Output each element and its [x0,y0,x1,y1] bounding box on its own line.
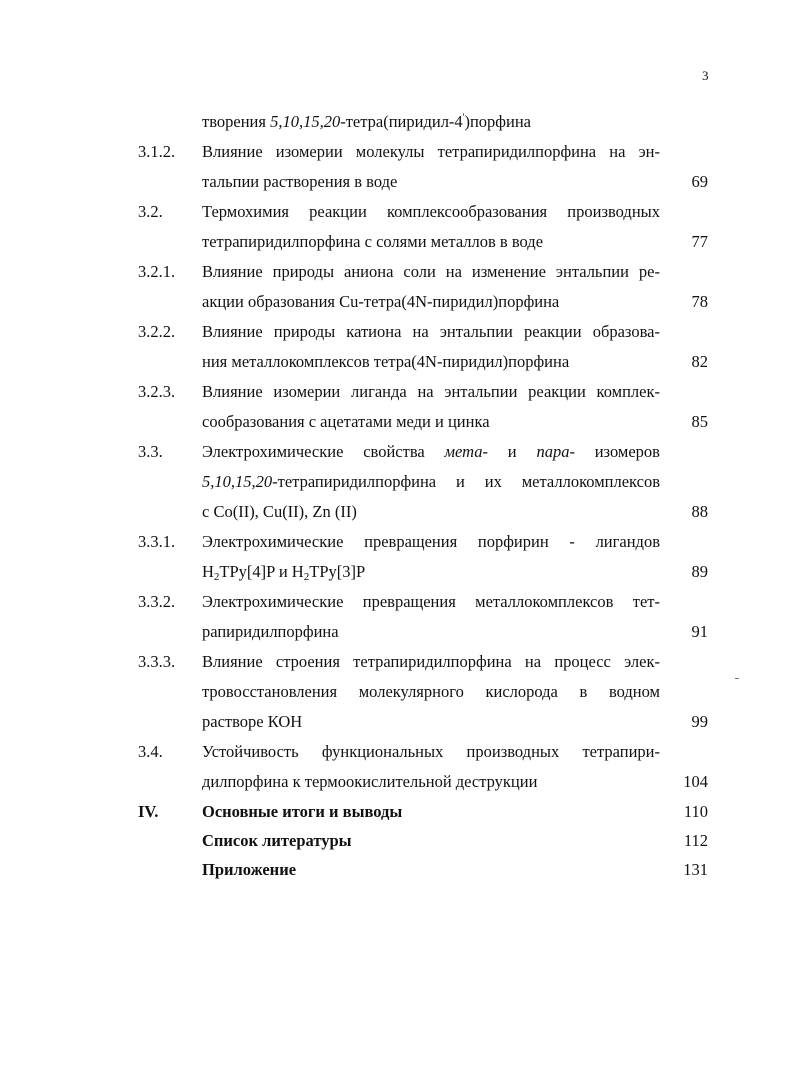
toc-page-number: 131 [683,860,708,879]
text-fragment: -тетрапиридилпорфина и их металлокомплексов [272,472,660,491]
toc-entry-text: Влияние изомерии лиганда на энтальпии реакции комплек- [202,382,660,401]
toc-page-number: 82 [691,352,708,371]
toc-line [0,110,792,134]
toc-line [0,500,792,524]
toc-entry-text: Приложение [202,860,297,879]
toc-line [0,740,792,764]
text-fragment: творения [202,112,271,131]
toc-line [0,350,792,374]
toc-entry-number: 3.3.3. [138,652,176,671]
toc-entry-text: Влияние изомерии молекулы тетрапиридилпорфина на эн- [202,142,660,161]
toc-line [0,230,792,254]
toc-line [0,560,792,584]
toc-entry-text: Влияние природы аниона соли на изменение энтальпии ре- [202,262,660,281]
toc-line [0,320,792,344]
toc-line [0,829,792,853]
toc-entry-text: тровосстановления молекулярного кислорода в водном [202,682,660,701]
toc-line [0,170,792,194]
toc-entry-text: сообразования с ацетатами меди и цинка [202,412,490,431]
toc-line [0,590,792,614]
toc-entry-text: дилпорфина к термоокислительной деструкции [202,772,538,791]
toc-entry-text: рапиридилпорфина [202,622,339,641]
toc-line [0,380,792,404]
page-number: 3 [702,68,709,83]
toc-line [0,290,792,314]
toc-line [0,620,792,644]
toc-entry-text: Влияние природы катиона на энтальпии реакции образова- [202,322,660,341]
prime-mark: ' [462,112,465,124]
toc-line [0,440,792,464]
toc-page-number: 104 [683,772,708,791]
toc-entry-number: 3.3. [138,442,163,461]
toc-line [0,410,792,434]
subscript: 2 [303,571,310,583]
toc-line [0,650,792,674]
text-fragment: изомеров [574,442,660,461]
toc-entry-text: ния металлокомплексов тетра(4N-пиридил)порфина [202,352,570,371]
toc-entry-text [202,110,660,134]
text-fragment: H [202,562,214,581]
toc-entry-text [202,560,660,584]
text-fragment: Электрохимические свойства [202,442,445,461]
toc-line [0,530,792,554]
toc-line [0,710,792,734]
text-fragment: TPy[3]P [309,562,366,581]
subscript: 2 [213,571,220,583]
toc-entry-text: Основные итоги и выводы [202,802,403,821]
toc-page-number: 85 [691,412,708,431]
toc-line [0,770,792,794]
toc-entry-number: 3.2.3. [138,382,176,401]
toc-page-number: 77 [691,232,708,251]
toc-entry-text: растворе КОН [202,712,303,731]
text-fragment: )порфина [464,112,531,131]
toc-entry-text: тальпии растворения в воде [202,172,398,191]
toc-entry-text: Электрохимические превращения металлокомплексов тет- [202,592,660,611]
toc-entry-number: 3.1.2. [138,142,176,161]
toc-entry-text: Влияние строения тетрапиридилпорфина на процесс элек- [202,652,660,671]
toc-entry-text: Электрохимические превращения порфирин - лигандов [202,532,660,551]
toc-entry-text: Устойчивость функциональных производных тетрапири- [202,742,660,761]
toc-entry-number: 3.3.2. [138,592,176,611]
toc-entry-text [202,470,660,494]
toc-page-number: 110 [683,802,708,821]
toc-page-number: 78 [691,292,708,311]
toc-line [0,858,792,882]
text-fragment-italic: пара- [536,442,575,461]
toc-page-number: 88 [691,502,708,521]
toc-entry-number: 3.2.2. [138,322,176,341]
scan-artifact-mark [735,678,739,679]
toc-page-number: 89 [691,562,708,581]
toc-entry-text: акции образования Cu-тетра(4N-пиридил)порфина [202,292,560,311]
toc-entry-number: 3.3.1. [138,532,176,551]
toc-page-number: 99 [691,712,708,731]
toc-line [0,140,792,164]
toc-line [0,260,792,284]
toc-entry-number: 3.2. [138,202,163,221]
toc-entry-text [202,440,660,464]
toc-entry-number: IV. [138,802,159,821]
toc-page-number: 112 [683,831,708,850]
toc-entry-number: 3.2.1. [138,262,176,281]
toc-page-number: 69 [691,172,708,191]
toc-entry-text: Список литературы [202,831,352,850]
toc-entry-text: тетрапиридилпорфина с солями металлов в воде [202,232,544,251]
toc-entry-number: 3.4. [138,742,163,761]
toc-line [0,680,792,704]
toc-entry-text: Термохимия реакции комплексообразования производных [202,202,660,221]
toc-entry-text: с Co(II), Cu(II), Zn (II) [202,502,357,521]
text-fragment-italic: 5,10,15,20 [202,472,273,491]
text-fragment: и [488,442,537,461]
text-fragment: -тетра(пиридил-4 [340,112,463,131]
text-fragment-italic: 5,10,15,20 [270,112,341,131]
text-fragment: TPy[4]P и H [219,562,304,581]
toc-line [0,470,792,494]
toc-page-number: 91 [691,622,708,641]
toc-line [0,200,792,224]
text-fragment-italic: мета- [444,442,489,461]
toc-line [0,800,792,824]
